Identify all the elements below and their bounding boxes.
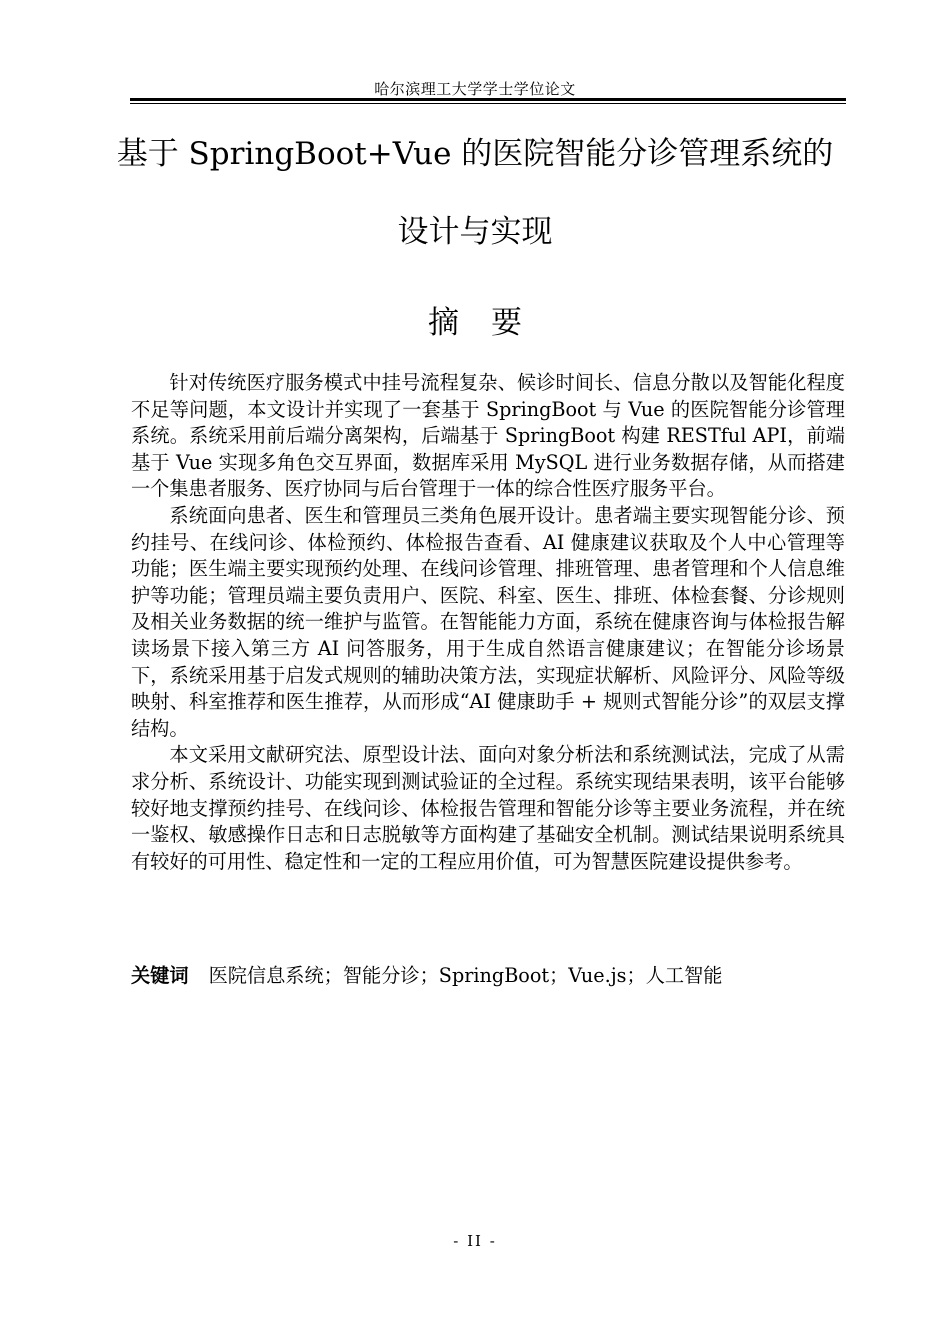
header-rule-thick: [130, 98, 846, 101]
abstract-body: [131, 370, 845, 875]
running-header: 哈尔滨理工大学学士学位论文: [374, 80, 576, 98]
thesis-title-line-2: 设计与实现: [397, 214, 553, 250]
keywords-label: 关键词: [131, 964, 189, 987]
abstract-paragraph: 系统面向患者、医生和管理员三类角色展开设计。患者端主要实现智能分诊、预约挂号、在线问诊、体检预约、体检报告查看、AI 健康建议获取及个人中心管理等功能；医生端主要实现预约处理、在线问诊管理、排班管理、患者管理和个人信息维护等功能；管理员端主要负责用户、医院、科室、医生、排班、体检套餐、分诊规则及相关业务数据的统一维护与监管。在智能能力方面，系统在健康咨询与体检报告解读场景下接入第三方 AI 问答服务，用于生成自然语言健康建议；在智能分诊场景下，系统采用基于启发式规则的辅助决策方法，实现症状解析、风险评分、风险等级映射、科室推荐和医生推荐，从而形成“AI 健康助手 + 规则式智能分诊”的双层支撑结构。: [131, 503, 845, 740]
header-rule-thin: [130, 103, 846, 104]
abstract-paragraph: 本文采用文献研究法、原型设计法、面向对象分析法和系统测试法，完成了从需求分析、系统设计、功能实现到测试验证的全过程。系统实现结果表明，该平台能够较好地支撑预约挂号、在线问诊、体检报告管理和智能分诊等主要业务流程，并在统一鉴权、敏感操作日志和日志脱敏等方面构建了基础安全机制。测试结果说明系统具有较好的可用性、稳定性和一定的工程应用价值，可为智慧医院建设提供参考。: [131, 743, 845, 873]
keywords-line: [131, 962, 845, 990]
abstract-heading: 摘要: [428, 305, 554, 341]
abstract-paragraph: 针对传统医疗服务模式中挂号流程复杂、候诊时间长、信息分散以及智能化程度不足等问题，本文设计并实现了一套基于 SpringBoot 与 Vue 的医院智能分诊管理系统。系统采用前后端分离架构，后端基于 SpringBoot 构建 RESTful API，前端基于 Vue 实现多角色交互界面，数据库采用 MySQL 进行业务数据存储，从而搭建一个集患者服务、医疗协同与后台管理于一体的综合性医疗服务平台。: [131, 371, 845, 501]
thesis-title-line-1: 基于 SpringBoot+Vue 的医院智能分诊管理系统的: [116, 136, 834, 172]
keywords-values: 医院信息系统；智能分诊；SpringBoot；Vue.js；人工智能: [208, 964, 723, 987]
page-number: - II -: [453, 1232, 497, 1250]
